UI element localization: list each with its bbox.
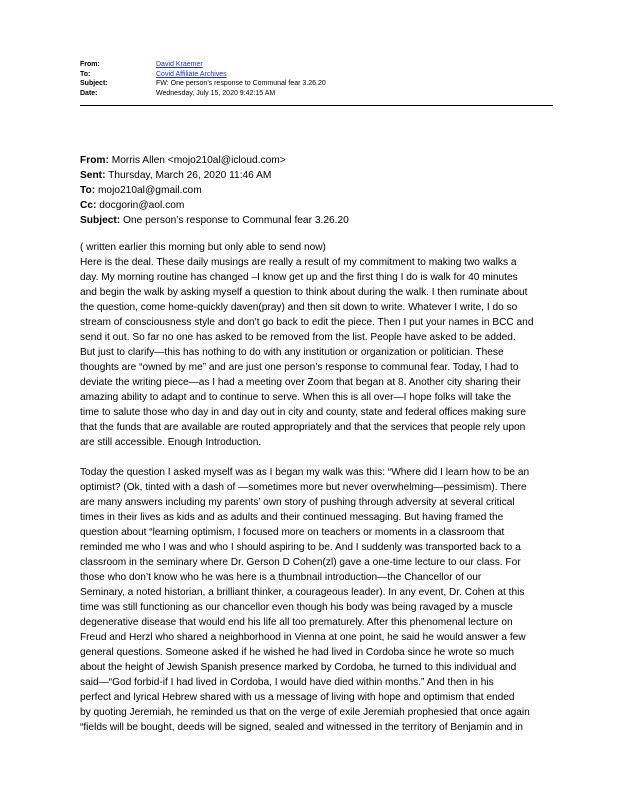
body-line: Today the question I asked myself was as I began my walk was this: “Where did I learn how to be an [80,467,530,478]
body-line: optimist? (Ok, tinted with a dash of —sometimes more but never overwhelming—pessimism). There [80,482,527,493]
body-line: the question, come home-quickly daven(pray) and then sit down to write. Whatever I write, I do so [80,302,518,313]
forward-to-label: To: [80,70,91,78]
forward-date-label: Date: [80,89,98,97]
paragraph-1 [80,240,566,450]
forward-subject-row [80,79,580,89]
original-from-label: From: [80,155,109,166]
original-sent-label: Sent: [80,170,106,181]
paragraph-2 [80,465,566,735]
body-line: ( written earlier this morning but only able to send now) [80,242,326,253]
original-to-value: mojo210al@gmail.com [97,185,202,196]
forward-from-link[interactable]: David Kraemer [156,61,203,68]
body-line: day. My morning routine has changed –I know get up and the first thing I do is walk for 40 minutes [80,272,518,283]
forward-subject-value: FW: One person’s response to Communal fear 3.26.20 [156,80,326,87]
forward-to-link[interactable]: Covid Affiliate Archives [156,70,227,78]
original-subject-label: Subject: [80,215,121,226]
body-line: deviate the writing piece—as I had a meeting over Zoom that began at 8. Another city sharing their [80,377,521,388]
original-message-header [80,153,560,228]
original-to-label: To: [80,185,96,196]
body-line: time to salute those who day in and day out in city and county, state and federal offices making sure [80,407,526,418]
forward-from-label: From: [80,61,100,68]
header-divider [80,105,553,106]
body-line: perfect and lyrical Hebrew shared with us a message of living with hope and optimism that ended [80,692,515,703]
original-from-row [80,153,560,168]
forward-header [80,60,580,98]
original-subject-value: One person’s response to Communal fear 3.26.20 [123,215,349,226]
body-line: those who don’t know who he was here is a thumbnail introduction—the Chancellor of our [80,572,482,583]
original-to-row [80,183,560,198]
forward-subject-label: Subject: [80,80,108,87]
body-line: “fields will be bought, deeds will be signed, sealed and witnessed in the territory of Benjamin and in [80,722,523,733]
forward-from-row [80,60,580,70]
body-line: Here is the deal. These daily musings are really a result of my commitment to making two walks a [80,257,517,268]
body-line: classroom in the seminary where Dr. Gerson D Cohen(zl) gave a one-time lecture to our class. For [80,557,521,568]
body-line: Freud and Herzl who shared a neighborhood in Vienna at one point, he said he would answer a few [80,632,526,643]
original-cc-label: Cc: [80,200,97,211]
body-line: question about “learning optimism, I focused more on teachers or moments in a classroom that [80,527,505,538]
body-line: thoughts are “owned by me” and are just one person’s response to communal fear. Today, I had to [80,362,519,373]
original-from-value: Morris Allen <mojo210al@icloud.com> [111,155,286,166]
body-line: general questions. Someone asked if he wished he had lived in Cordoba since he wrote so much [80,647,514,658]
original-cc-value: docgorin@aol.com [99,200,185,211]
body-line: time was still functioning as our chancellor even though his body was being ravaged by a muscle [80,602,513,613]
paragraph-gap [80,450,566,465]
body-line: by quoting Jeremiah, he reminded us that on the verge of exile Jeremiah prophesied that once again [80,707,530,718]
body-line: are many answers including my parents’ own story of pushing through adversity at several critical [80,497,515,508]
body-line: about the height of Jewish Spanish presence marked by Cordoba, he turned to this individual and [80,662,517,673]
original-sent-value: Thursday, March 26, 2020 11:46 AM [108,170,272,181]
forward-to-row [80,70,580,80]
body-line: send it out. So far no one has asked to be removed from the list. People have asked to be added. [80,332,516,343]
body-line: said—“God forbid-if I had lived in Cordoba, I would have died within months.” And then in his [80,677,494,688]
body-line: and begin the walk by asking myself a question to think about during the walk. I then ruminate about [80,287,528,298]
forward-date-row [80,89,580,99]
body-line: stream of consciousness style and don’t go back to edit the piece. Then I put your names in BCC and [80,317,534,328]
body-line: that the funds that are available are routed appropriately and that the services that people rely upon [80,422,526,433]
body-line: But just to clarify—this has nothing to do with any institution or organization or politician. These [80,347,504,358]
body-line: Seminary, a noted historian, a brilliant thinker, a courageous leader). In any event, Dr. Cohen at this [80,587,525,598]
body-line: are still accessible. Enough Introduction. [80,437,262,448]
body-line: times in their lives as kids and as adults and their continued messaging. But having framed the [80,512,504,523]
body-line: degenerative disease that would end his life all too prematurely. After this phenomenal lecture on [80,617,513,628]
forward-date-value: Wednesday, July 15, 2020 9:42:15 AM [156,89,276,97]
message-body [80,240,566,735]
original-subject-row [80,213,560,228]
body-line: reminded me who I was and who I should aspiring to be. And I suddenly was transported back to a [80,542,521,553]
original-sent-row [80,168,560,183]
original-cc-row [80,198,560,213]
body-line: amazing ability to adapt and to continue to serve. When this is all over—I hope folks will take the [80,392,512,403]
